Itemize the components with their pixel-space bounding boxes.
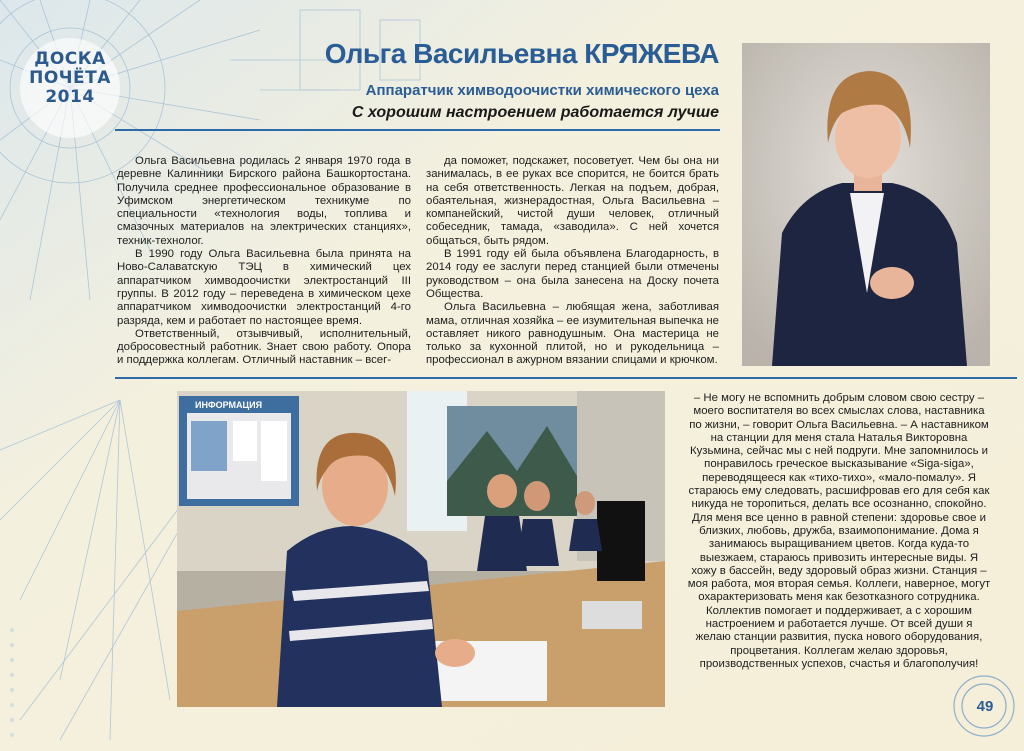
section-divider [115, 377, 1017, 379]
paragraph: Ольга Васильевна – любящая жена, заботливая мама, отличная хозяйка – ее изумительная выпечка не оставляет никого равнодушным. Она мастерица не только за кухонной плитой, но и рукодельница – профессионал в ажурном вязании спицами и крючком. [426, 301, 719, 367]
article-column-2 [426, 155, 719, 368]
honor-board-badge [22, 50, 118, 126]
paragraph: Ответственный, отзывчивый, исполнительный, добросовестный работник. Знает свою работу. Опора и поддержка коллегам. Отличный наставник – всег- [117, 327, 411, 367]
person-name: Ольга Васильевна КРЯЖЕВА [324, 38, 719, 69]
portrait-photo [742, 43, 990, 366]
paragraph: В 1991 году ей была объявлена Благодарность, в 2014 году ее заслуги перед станцией были отмечены руководством – она была занесена на Доску почета Общества. [426, 248, 719, 300]
article-motto: С хорошим настроением работается лучше [351, 104, 719, 121]
person-position: Аппаратчик химводоочистки химического цеха [365, 82, 719, 99]
page-number: 49 [976, 698, 994, 715]
quote-column [687, 392, 991, 671]
workplace-photo [177, 391, 665, 707]
paragraph: да поможет, подскажет, посоветует. Чем бы она ни занималась, в ее руках все спорится, не боится брать на себя ответственность. Легкая на подъем, добрая, обаятельная, жизнерадостная, Ольга Васильевна – компанейский, чистой души человек, отличный собеседник, тамада, «заводила». С ней хочется общаться, быть рядом. [426, 155, 719, 247]
badge-year: 2014 [45, 87, 95, 107]
header-divider [115, 129, 720, 131]
badge-line-1: ДОСКА [34, 49, 106, 69]
paragraph: Ольга Васильевна родилась 2 января 1970 года в деревне Калинники Бирского района Башкортостана. Получила среднее профессиональное образование в Уфимском энергетическом техникуме по специальности «технология воды, топлива и смазочных материалов на электрических станциях», техник-технолог. [117, 155, 411, 247]
quote-paragraph: – Не могу не вспомнить добрым словом свою сестру – моего воспитателя во всех смыслах слова, наставника по жизни, – говорит Ольга Васильевна. – А наставником на станции для меня стала Наталья Викторовна Кузьмина, сейчас мы с ней подруги. Мне запомнилось и понравилось греческое высказывание «Siga-siga», переводящееся как «тихо-тихо», «мало-помалу». Я стараюсь ему следовать, расшифровав его для себя как никуда не торопиться, делать все осознанно, спокойно. Для меня все ценно в равной степени: здоровье свое и близких, любовь, дружба, взаимопонимание. Дома я занимаюсь выращиванием цветов. Когда куда-то выезжаем, стараюсь привозить интересные виды. Я хожу в бассейн, веду здоровый образ жизни. Станция – моя работа, моя вторая семья. Коллеги, наверное, могут охарактеризовать меня как безотказного сотрудника. Коллектив помогает и поддерживает, а с хорошим настроением и работается лучше. От всей души я желаю станции развития, пуска нового оборудования, процветания. Коллегам желаю здоровья, производственных успехов, счастья и благополучия! [687, 392, 991, 670]
info-board-sign: ИНФОРМАЦИЯ [195, 400, 263, 410]
paragraph: В 1990 году Ольга Васильевна была принята на Ново-Салаватскую ТЭЦ в химический цех аппаратчиком химводоочистки электростанций III группы. В 2012 году – переведена в химическом цехе аппаратчиком химводоочистки электростанций 4-го разряда, кем и работает по настоящее время. [117, 248, 411, 327]
article-column-1 [117, 155, 411, 368]
badge-line-2: ПОЧЁТА [29, 68, 111, 88]
